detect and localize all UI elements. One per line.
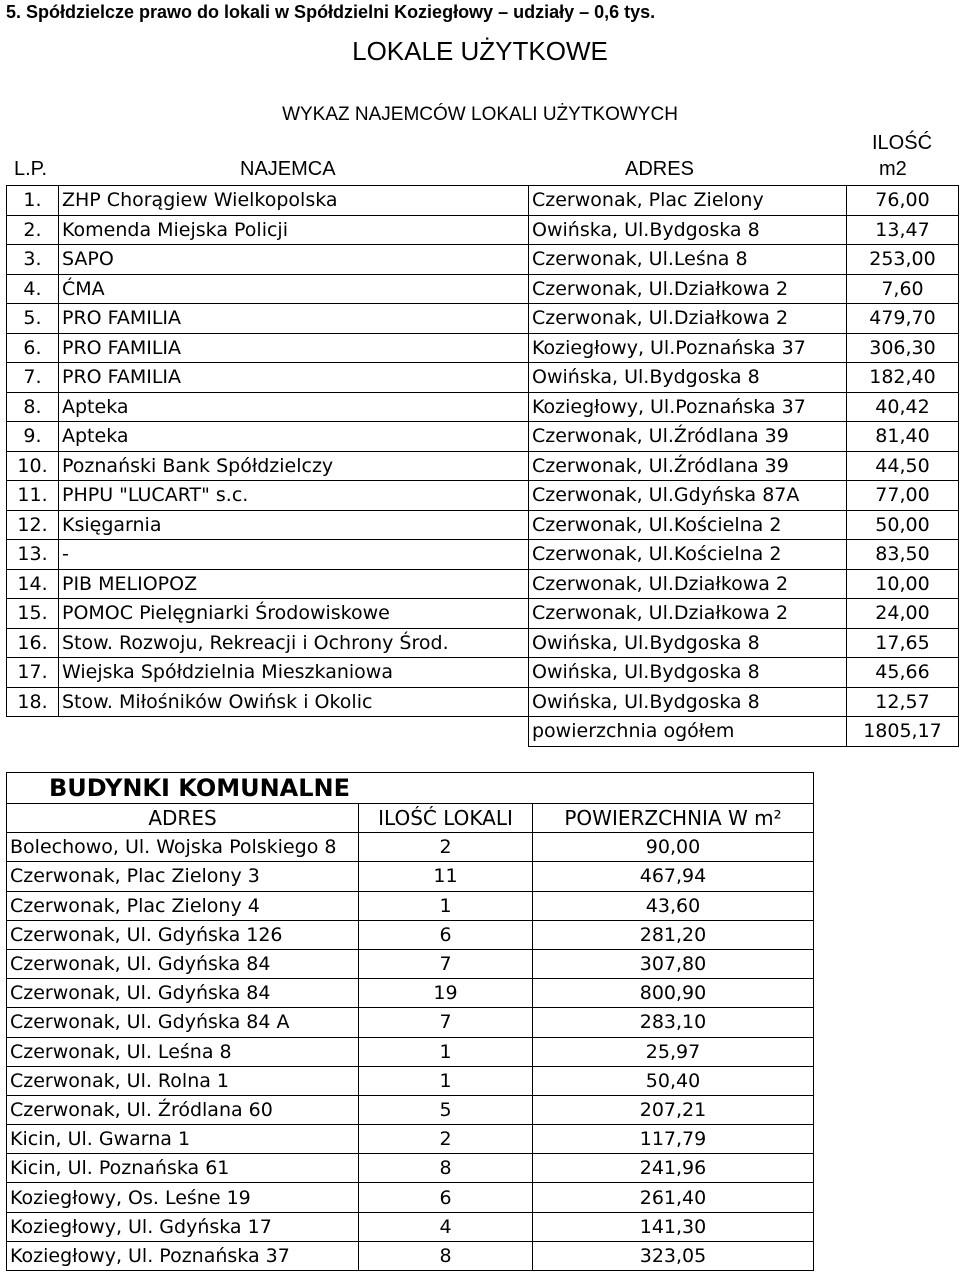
building-address: Kicin, Ul. Gwarna 1 (7, 1125, 359, 1154)
table-row (7, 186, 959, 216)
row-number: 14. (7, 569, 59, 599)
tenant-address: Owińska, Ul.Bydgoska 8 (529, 628, 847, 658)
table-row (7, 333, 959, 363)
tenant-name: PRO FAMILIA (59, 304, 529, 334)
tenant-area: 83,50 (847, 540, 959, 570)
tenant-name: PRO FAMILIA (59, 363, 529, 393)
building-unit-count: 4 (359, 1212, 533, 1241)
row-number: 17. (7, 658, 59, 688)
table-row (7, 833, 814, 862)
tenant-area: 17,65 (847, 628, 959, 658)
building-address: Koziegłowy, Ul. Gdyńska 17 (7, 1212, 359, 1241)
building-unit-count: 7 (359, 1008, 533, 1037)
tenant-name: Apteka (59, 392, 529, 422)
header-m2: m2 (879, 158, 907, 180)
tenant-address: Czerwonak, Plac Zielony (529, 186, 847, 216)
tenant-address: Czerwonak, Ul.Gdyńska 87A (529, 481, 847, 511)
tenant-address: Owińska, Ul.Bydgoska 8 (529, 658, 847, 688)
row-number: 8. (7, 392, 59, 422)
building-area: 261,40 (533, 1183, 814, 1212)
tenant-area: 306,30 (847, 333, 959, 363)
table-row (7, 1037, 814, 1066)
tenant-area: 12,57 (847, 687, 959, 717)
table-row (7, 862, 814, 891)
tenant-address: Owińska, Ul.Bydgoska 8 (529, 363, 847, 393)
row-number: 18. (7, 687, 59, 717)
row-number: 9. (7, 422, 59, 452)
table-row (7, 979, 814, 1008)
tenant-address: Koziegłowy, Ul.Poznańska 37 (529, 392, 847, 422)
building-area: 207,21 (533, 1095, 814, 1124)
building-area: 323,05 (533, 1241, 814, 1270)
building-area: 90,00 (533, 833, 814, 862)
building-area: 283,10 (533, 1008, 814, 1037)
table-row (7, 1008, 814, 1037)
header-ilosc: ILOŚĆ (872, 132, 933, 154)
tenant-address: Czerwonak, Ul.Działkowa 2 (529, 569, 847, 599)
table-row (7, 1241, 814, 1270)
row-number: 13. (7, 540, 59, 570)
table-row (7, 245, 959, 275)
tenant-address: Czerwonak, Ul.Działkowa 2 (529, 304, 847, 334)
tenant-name: POMOC Pielęgniarki Środowiskowe (59, 599, 529, 629)
row-number: 3. (7, 245, 59, 275)
tenant-address: Owińska, Ul.Bydgoska 8 (529, 687, 847, 717)
building-unit-count: 19 (359, 979, 533, 1008)
table-row (7, 274, 959, 304)
tenant-area: 77,00 (847, 481, 959, 511)
table-row (7, 1095, 814, 1124)
building-address: Czerwonak, Ul. Gdyńska 126 (7, 920, 359, 949)
table-row (7, 920, 814, 949)
total-row (7, 717, 959, 747)
header-adres: ADRES (625, 158, 694, 180)
building-unit-count: 8 (359, 1241, 533, 1270)
building-address: Czerwonak, Ul. Gdyńska 84 A (7, 1008, 359, 1037)
header-lp: L.P. (14, 158, 47, 180)
tenant-name: Apteka (59, 422, 529, 452)
table-row (7, 949, 814, 978)
building-address: Kicin, Ul. Poznańska 61 (7, 1154, 359, 1183)
tenant-address: Owińska, Ul.Bydgoska 8 (529, 215, 847, 245)
building-unit-count: 5 (359, 1095, 533, 1124)
table-row (7, 1125, 814, 1154)
table-row (7, 1183, 814, 1212)
tenant-address: Czerwonak, Ul.Działkowa 2 (529, 599, 847, 629)
building-unit-count: 1 (359, 1037, 533, 1066)
table-row (7, 1212, 814, 1241)
row-number: 2. (7, 215, 59, 245)
tenant-address: Czerwonak, Ul.Źródlana 39 (529, 422, 847, 452)
row-number: 5. (7, 304, 59, 334)
tenant-name: SAPO (59, 245, 529, 275)
tenant-address: Czerwonak, Ul.Leśna 8 (529, 245, 847, 275)
row-number: 16. (7, 628, 59, 658)
tenant-name: Stow. Miłośników Owińsk i Okolic (59, 687, 529, 717)
building-area: 25,97 (533, 1037, 814, 1066)
building-area: 467,94 (533, 862, 814, 891)
building-address: Czerwonak, Plac Zielony 4 (7, 891, 359, 920)
tenant-area: 10,00 (847, 569, 959, 599)
row-number: 12. (7, 510, 59, 540)
building-unit-count: 11 (359, 862, 533, 891)
building-area: 307,80 (533, 949, 814, 978)
table-row (7, 658, 959, 688)
tenant-name: Komenda Miejska Policji (59, 215, 529, 245)
row-number: 7. (7, 363, 59, 393)
building-unit-count: 6 (359, 920, 533, 949)
section-heading: 5. Spółdzielcze prawo do lokali w Spółdzielni Koziegłowy – udziały – 0,6 tys. (6, 2, 656, 22)
tenant-name: - (59, 540, 529, 570)
tenant-address: Czerwonak, Ul.Działkowa 2 (529, 274, 847, 304)
tenant-address: Koziegłowy, Ul.Poznańska 37 (529, 333, 847, 363)
row-number: 15. (7, 599, 59, 629)
tenant-name: Wiejska Spółdzielnia Mieszkaniowa (59, 658, 529, 688)
tenant-name: Stow. Rozwoju, Rekreacji i Ochrony Środ. (59, 628, 529, 658)
tenant-name: ĆMA (59, 274, 529, 304)
building-area: 141,30 (533, 1212, 814, 1241)
building-address: Koziegłowy, Os. Leśne 19 (7, 1183, 359, 1212)
table-row (7, 451, 959, 481)
tenant-address: Czerwonak, Ul.Kościelna 2 (529, 540, 847, 570)
page-subtitle: WYKAZ NAJEMCÓW LOKALI UŻYTKOWYCH (282, 104, 678, 125)
total-label: powierzchnia ogółem (529, 717, 847, 747)
building-address: Czerwonak, Ul. Źródlana 60 (7, 1095, 359, 1124)
tenant-name: PHPU "LUCART" s.c. (59, 481, 529, 511)
table-row (7, 363, 959, 393)
tenant-name: ZHP Chorągiew Wielkopolska (59, 186, 529, 216)
building-address: Czerwonak, Plac Zielony 3 (7, 862, 359, 891)
building-unit-count: 2 (359, 1125, 533, 1154)
row-number: 4. (7, 274, 59, 304)
tenant-area: 81,40 (847, 422, 959, 452)
building-area: 241,96 (533, 1154, 814, 1183)
total-value: 1805,17 (847, 717, 959, 747)
building-unit-count: 8 (359, 1154, 533, 1183)
table-row (7, 304, 959, 334)
table-row (7, 422, 959, 452)
building-address: Czerwonak, Ul. Gdyńska 84 (7, 979, 359, 1008)
table-row (7, 1154, 814, 1183)
tenant-area: 253,00 (847, 245, 959, 275)
tenant-area: 24,00 (847, 599, 959, 629)
table-row (7, 687, 959, 717)
table-row (7, 569, 959, 599)
building-address: Koziegłowy, Ul. Poznańska 37 (7, 1241, 359, 1270)
building-address: Czerwonak, Ul. Rolna 1 (7, 1066, 359, 1095)
building-unit-count: 1 (359, 1066, 533, 1095)
tenants-table (6, 185, 959, 747)
municipal-buildings-table (6, 772, 814, 1271)
building-address: Bolechowo, Ul. Wojska Polskiego 8 (7, 833, 359, 862)
building-unit-count: 6 (359, 1183, 533, 1212)
tenant-area: 44,50 (847, 451, 959, 481)
building-unit-count: 7 (359, 949, 533, 978)
col-header-ilosc-lokali: ILOŚĆ LOKALI (359, 804, 533, 833)
tenant-name: PIB MELIOPOZ (59, 569, 529, 599)
tenant-name: PRO FAMILIA (59, 333, 529, 363)
building-unit-count: 1 (359, 891, 533, 920)
building-address: Czerwonak, Ul. Leśna 8 (7, 1037, 359, 1066)
tenant-address: Czerwonak, Ul.Źródlana 39 (529, 451, 847, 481)
page-title: LOKALE UŻYTKOWE (352, 36, 608, 66)
tenant-area: 50,00 (847, 510, 959, 540)
tenant-area: 45,66 (847, 658, 959, 688)
municipal-buildings-title: BUDYNKI KOMUNALNE (7, 773, 814, 804)
tenant-area: 13,47 (847, 215, 959, 245)
building-area: 117,79 (533, 1125, 814, 1154)
tenant-address: Czerwonak, Ul.Kościelna 2 (529, 510, 847, 540)
tenant-area: 40,42 (847, 392, 959, 422)
building-area: 800,90 (533, 979, 814, 1008)
total-blank (7, 717, 59, 747)
table-row (7, 215, 959, 245)
building-area: 43,60 (533, 891, 814, 920)
table-row (7, 510, 959, 540)
table-row (7, 392, 959, 422)
tenant-area: 76,00 (847, 186, 959, 216)
table-row (7, 540, 959, 570)
row-number: 6. (7, 333, 59, 363)
table-row (7, 599, 959, 629)
total-blank (59, 717, 529, 747)
row-number: 1. (7, 186, 59, 216)
tenant-name: Poznański Bank Spółdzielczy (59, 451, 529, 481)
tenant-area: 479,70 (847, 304, 959, 334)
building-area: 281,20 (533, 920, 814, 949)
building-area: 50,40 (533, 1066, 814, 1095)
col-header-adres: ADRES (7, 804, 359, 833)
table-row (7, 628, 959, 658)
tenant-area: 182,40 (847, 363, 959, 393)
row-number: 11. (7, 481, 59, 511)
col-header-powierzchnia: POWIERZCHNIA W m² (533, 804, 814, 833)
table-row (7, 1066, 814, 1095)
building-unit-count: 2 (359, 833, 533, 862)
tenant-name: Księgarnia (59, 510, 529, 540)
tenant-area: 7,60 (847, 274, 959, 304)
table-row (7, 481, 959, 511)
building-address: Czerwonak, Ul. Gdyńska 84 (7, 949, 359, 978)
header-najemca: NAJEMCA (240, 158, 336, 180)
row-number: 10. (7, 451, 59, 481)
table-row (7, 891, 814, 920)
